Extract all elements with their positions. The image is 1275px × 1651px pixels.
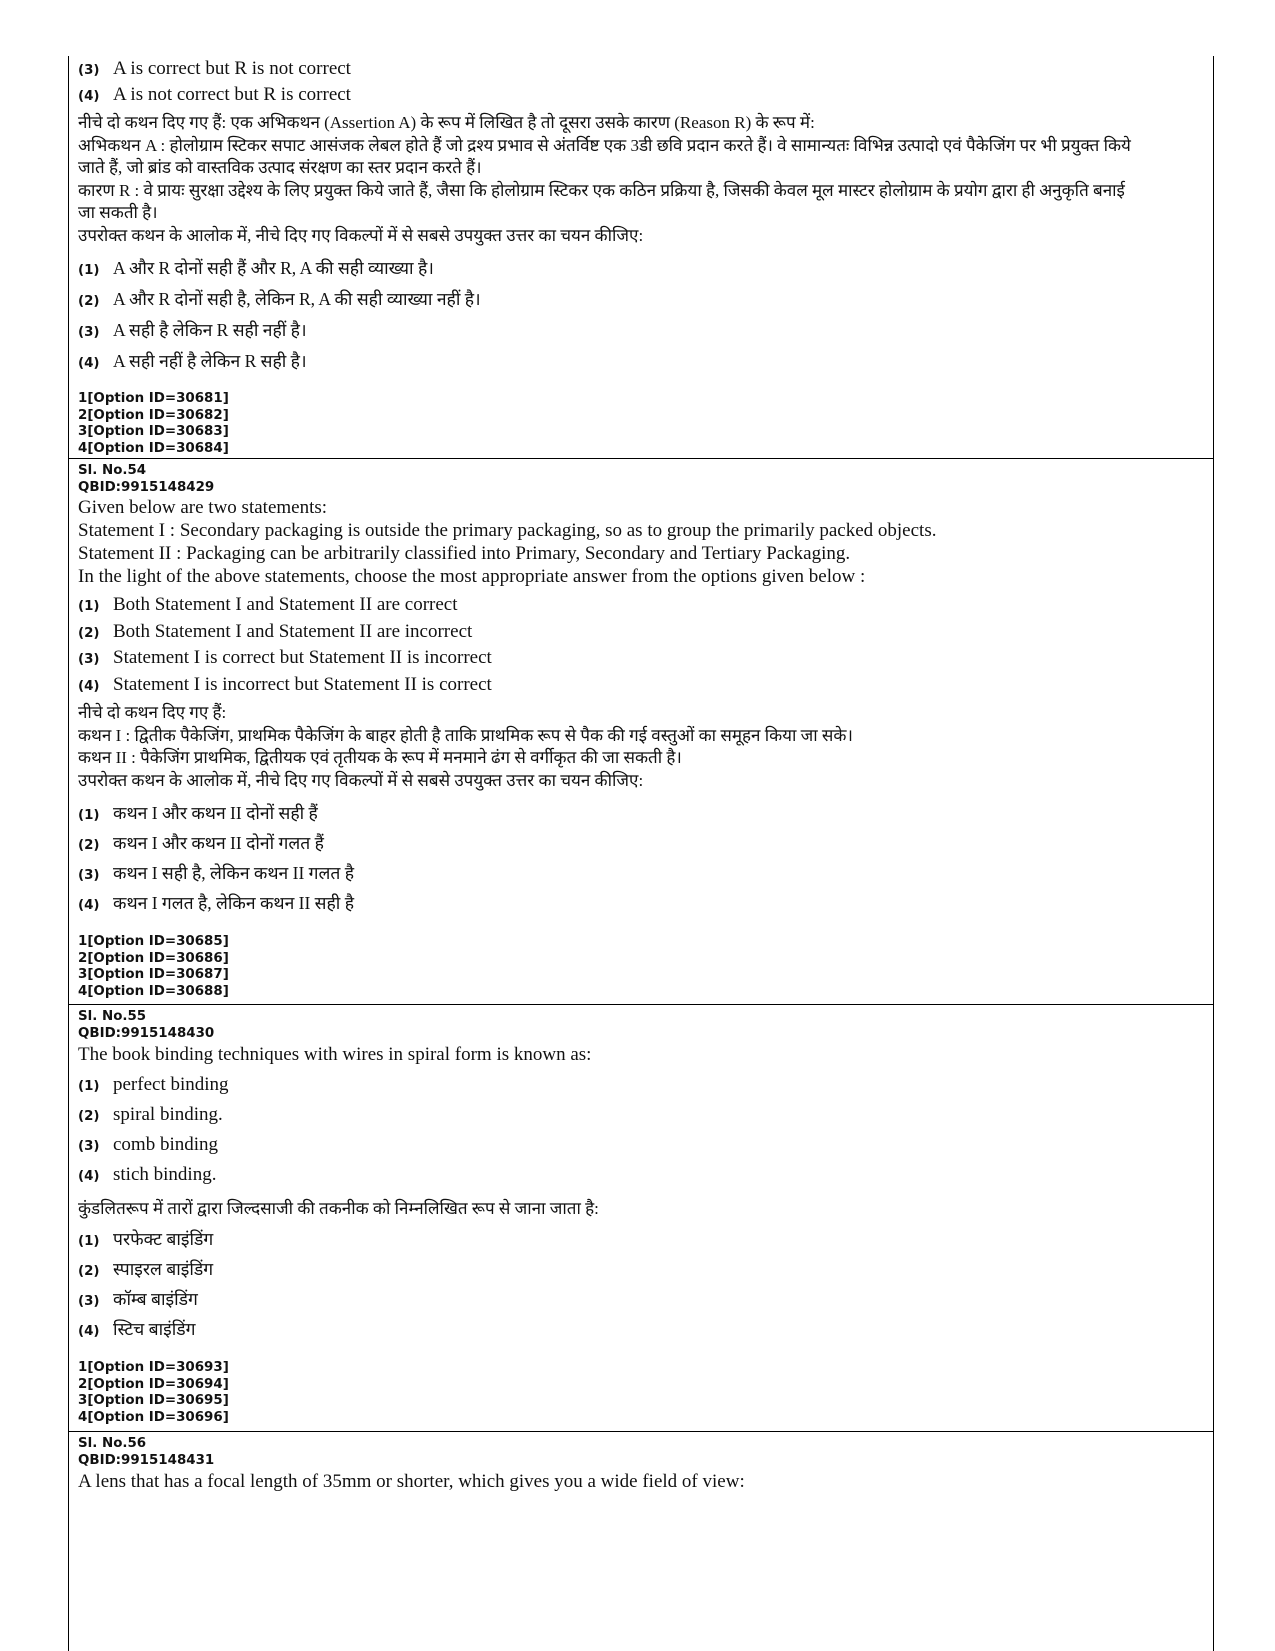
option-text: A is not correct but R is correct	[113, 84, 351, 105]
option-number: (3)	[78, 868, 100, 883]
option-hi-4	[78, 1314, 1205, 1344]
question-bank-id: QBID:9915148430	[78, 1025, 215, 1041]
question-english-line: Statement I : Secondary packaging is outside the primary packaging, so as to group the primarily packed objects.	[78, 520, 937, 541]
option-en-3	[78, 56, 1205, 82]
option-text: कॉम्ब बाइंडिंग	[113, 1289, 198, 1309]
question-hindi-line: कथन II : पैकेजिंग प्राथमिक, द्वितीयक एवं तृतीयक के रूप में मनमाने ढंग से वर्गीकृत की जा सकती है।	[78, 748, 682, 767]
option-number: (2)	[78, 1109, 100, 1124]
serial-number: Sl. No.55	[78, 1009, 147, 1024]
option-hi-1	[78, 798, 1205, 828]
option-number: (4)	[78, 356, 100, 371]
option-text: कथन I सही है, लेकिन कथन II गलत है	[113, 863, 355, 883]
option-number: (3)	[78, 325, 100, 340]
option-number: (1)	[78, 1079, 100, 1094]
option-number: (4)	[78, 898, 100, 913]
option-en-1	[78, 1070, 1205, 1100]
option-number: (1)	[78, 808, 100, 823]
option-number: (2)	[78, 1264, 100, 1279]
question-english-line: In the light of the above statements, choose the most appropriate answer from the options given below :	[78, 566, 866, 587]
option-en-4	[78, 672, 1205, 699]
option-text: स्पाइरल बाइंडिंग	[113, 1259, 214, 1279]
option-text: परफेक्ट बाइंडिंग	[113, 1229, 214, 1249]
option-hi-1	[78, 253, 1205, 284]
option-number: (4)	[78, 1324, 100, 1339]
option-en-2	[78, 619, 1205, 646]
option-id: 2[Option ID=30682]	[78, 407, 229, 423]
option-number: (4)	[78, 1169, 100, 1184]
question-hindi-line: उपरोक्त कथन के आलोक में, नीचे दिए गए विकल्पों में से सबसे उपयुक्त उत्तर का चयन कीजिए:	[78, 770, 644, 790]
option-id-list	[78, 934, 1205, 1000]
option-id: 3[Option ID=30683]	[78, 424, 229, 439]
option-hi-4	[78, 346, 1205, 377]
option-text: Statement I is incorrect but Statement II is correct	[113, 673, 492, 695]
option-text: A और R दोनों सही है, लेकिन R, A की सही व्याख्या नहीं है।	[113, 289, 481, 309]
question-hindi-line: जा सकती है।	[78, 203, 158, 222]
question-english: A lens that has a focal length of 35mm or shorter, which gives you a wide field of view:	[78, 1471, 745, 1492]
option-text: Statement I is correct but Statement II is incorrect	[113, 647, 492, 668]
option-hi-1	[78, 1224, 1205, 1254]
option-en-3	[78, 645, 1205, 672]
option-number: (2)	[78, 838, 100, 853]
option-text: A सही है लेकिन R सही नहीं है।	[113, 320, 307, 340]
option-text: perfect binding	[113, 1074, 229, 1095]
option-text: A is correct but R is not correct	[113, 58, 351, 79]
option-number: (1)	[78, 1234, 100, 1249]
option-number: (2)	[78, 625, 100, 641]
option-id: 4[Option ID=30684]	[78, 440, 229, 456]
question-hindi-line: उपरोक्त कथन के आलोक में, नीचे दिए गए विकल्पों में से सबसे उपयुक्त उत्तर का चयन कीजिए:	[78, 225, 644, 245]
option-hi-3	[78, 315, 1205, 346]
question-paper-page	[68, 56, 1214, 1651]
question-hindi-line: नीचे दो कथन दिए गए हैं:	[78, 703, 227, 722]
option-id: 3[Option ID=30695]	[78, 1393, 229, 1408]
option-text: Both Statement I and Statement II are incorrect	[113, 620, 473, 642]
serial-number: Sl. No.56	[78, 1436, 147, 1451]
question-54-block	[69, 459, 1213, 1005]
option-hi-3	[78, 1284, 1205, 1314]
option-text: stich binding.	[113, 1164, 217, 1185]
option-hi-3	[78, 858, 1205, 888]
question-53-block	[69, 56, 1213, 459]
question-hindi-line: जाते हैं, जो ब्रांड को वास्तविक उत्पाद संरक्षण का स्तर प्रदान करते हैं।	[78, 158, 482, 177]
question-english-line: Statement II : Packaging can be arbitrarily classified into Primary, Secondary and Tertiary Packaging.	[78, 543, 851, 564]
question-bank-id: QBID:9915148429	[78, 479, 215, 495]
option-text: स्टिच बाइंडिंग	[113, 1319, 196, 1339]
option-text: spiral binding.	[113, 1104, 223, 1125]
option-hi-2	[78, 828, 1205, 858]
option-en-3	[78, 1130, 1205, 1160]
option-id: 1[Option ID=30693]	[78, 1360, 229, 1375]
option-number: (3)	[78, 1294, 100, 1309]
option-text: comb binding	[113, 1134, 219, 1155]
option-text: कथन I और कथन II दोनों सही हैं	[113, 803, 318, 823]
option-en-1	[78, 592, 1205, 619]
option-id: 1[Option ID=30681]	[78, 391, 229, 406]
option-text: कथन I गलत है, लेकिन कथन II सही है	[113, 893, 355, 913]
option-number: (4)	[78, 678, 100, 694]
question-hindi: कुंडलितरूप में तारों द्वारा जिल्दसाजी की तकनीक को निम्नलिखित रूप से जाना जाता है:	[78, 1199, 599, 1218]
question-hindi-line: कारण R : वे प्रायः सुरक्षा उद्देश्य के लिए प्रयुक्त किये जाते हैं, जैसा कि होलोग्राम स्टिकर एक कठिन प्रक्रिया है, जिसकी केवल मूल मास्टर होलोग्राम के प्रयोग द्वारा ही अनुकृति बनाई	[78, 180, 1125, 200]
option-id: 2[Option ID=30686]	[78, 950, 229, 966]
serial-number: Sl. No.54	[78, 463, 147, 478]
option-id: 4[Option ID=30696]	[78, 1409, 229, 1425]
option-number: (3)	[78, 1139, 100, 1154]
option-id: 2[Option ID=30694]	[78, 1376, 229, 1392]
option-number: (1)	[78, 599, 100, 614]
option-number: (3)	[78, 652, 100, 667]
option-id: 3[Option ID=30687]	[78, 967, 229, 982]
question-56-block	[69, 1432, 1213, 1501]
question-55-block	[69, 1005, 1213, 1432]
question-hindi-line: अभिकथन A : होलोग्राम स्टिकर सपाट आसंजक लेबल होते हैं जो द्रश्य प्रभाव से अंतर्विष्ट एक 3डी छवि प्रदान करते हैं। वे सामान्यतः विभिन्न उत्पादो एवं पैकेजिंग पर भी प्रयुक्त किये	[78, 135, 1131, 155]
option-id-list	[78, 1360, 1205, 1426]
question-hindi-line: नीचे दो कथन दिए गए हैं: एक अभिकथन (Assertion A) के रूप में लिखित है तो दूसरा उसके कारण (Reason R) के रूप में:	[78, 113, 815, 132]
option-id-list	[78, 391, 1205, 457]
option-en-4	[78, 1160, 1205, 1190]
option-id: 1[Option ID=30685]	[78, 934, 229, 949]
option-hi-2	[78, 284, 1205, 315]
option-text: A सही नहीं है लेकिन R सही है।	[113, 351, 307, 371]
question-english: The book binding techniques with wires in spiral form is known as:	[78, 1044, 592, 1065]
option-text: A और R दोनों सही हैं और R, A की सही व्याख्या है।	[113, 258, 434, 278]
option-number: (3)	[78, 63, 100, 78]
option-number: (4)	[78, 89, 100, 104]
question-english-line: Given below are two statements:	[78, 497, 328, 518]
option-number: (2)	[78, 294, 100, 309]
option-en-2	[78, 1100, 1205, 1130]
option-id: 4[Option ID=30688]	[78, 983, 229, 999]
question-bank-id: QBID:9915148431	[78, 1452, 215, 1468]
option-hi-4	[78, 888, 1205, 918]
option-hi-2	[78, 1254, 1205, 1284]
option-text: कथन I और कथन II दोनों गलत हैं	[113, 833, 324, 853]
option-number: (1)	[78, 263, 100, 278]
option-text: Both Statement I and Statement II are correct	[113, 594, 458, 615]
option-en-4	[78, 82, 1205, 108]
question-hindi-line: कथन I : द्वितीक पैकेजिंग, प्राथमिक पैकेजिंग के बाहर होती है ताकि प्राथमिक रूप से पैक की गई वस्तुओं का समूहन किया जा सके।	[78, 725, 853, 745]
